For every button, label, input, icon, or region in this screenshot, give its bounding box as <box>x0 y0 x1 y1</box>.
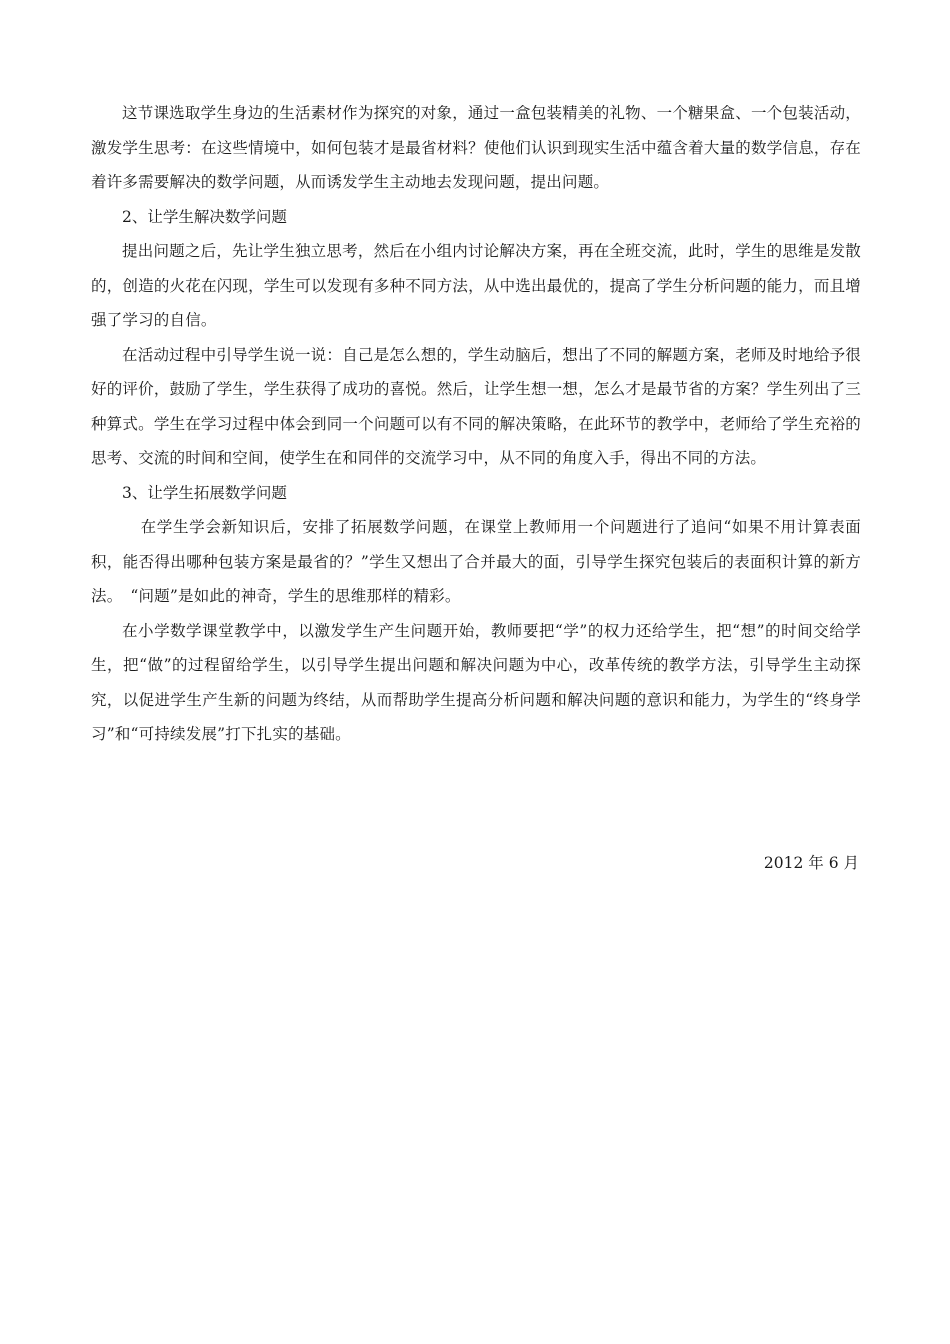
paragraph-intro: 这节课选取学生身边的生活素材作为探究的对象，通过一盒包装精美的礼物、一个糖果盒、一个包装活动，激发学生思考：在这些情境中，如何包装才是最省材料？使他们认识到现实生活中蕴含着大量的数学信息，存在着许多需要解决的数学问题，从而诱发学生主动地去发现问题，提出问题。 <box>91 104 861 191</box>
section-heading-2: 2、让学生解决数学问题 <box>122 207 287 226</box>
paragraph-extend: 在学生学会新知识后，安排了拓展数学问题，在课堂上教师用一个问题进行了追问“如果不用计算表面积，能否得出哪种包装方案是最省的？”学生又想出了合并最大的面，引导学生探究包装后的表面积计算的新方法。 “问题”是如此的神奇，学生的思维那样的精彩。 <box>91 518 861 605</box>
section-heading-3: 3、让学生拓展数学问题 <box>122 483 287 502</box>
paragraph-conclusion: 在小学数学课堂教学中，以激发学生产生问题开始，教师要把“学”的权力还给学生，把“想”的时间交给学生，把“做”的过程留给学生，以引导学生提出问题和解决问题为中心，改革传统的教学方法，引导学生主动探究，以促进学生产生新的问题为终结，从而帮助学生提高分析问题和解决问题的意识和能力，为学生的“终身学习”和“可持续发展”打下扎实的基础。 <box>91 621 861 743</box>
document-date: 2012 年 6 月 <box>763 854 859 872</box>
document-body <box>91 96 861 752</box>
paragraph-solve-1: 提出问题之后，先让学生独立思考，然后在小组内讨论解决方案，再在全班交流，此时，学生的思维是发散的，创造的火花在闪现，学生可以发现有多种不同方法，从中选出最优的，提高了学生分析问题的能力，而且增强了学习的自信。 <box>91 242 861 329</box>
paragraph-solve-2: 在活动过程中引导学生说一说：自己是怎么想的，学生动脑后，想出了不同的解题方案，老师及时地给予很好的评价，鼓励了学生，学生获得了成功的喜悦。然后，让学生想一想，怎么才是最节省的方案？学生列出了三种算式。学生在学习过程中体会到同一个问题可以有不同的解决策略，在此环节的教学中，老师给了学生充裕的思考、交流的时间和空间，使学生在和同伴的交流学习中，从不同的角度入手，得出不同的方法。 <box>91 345 861 467</box>
